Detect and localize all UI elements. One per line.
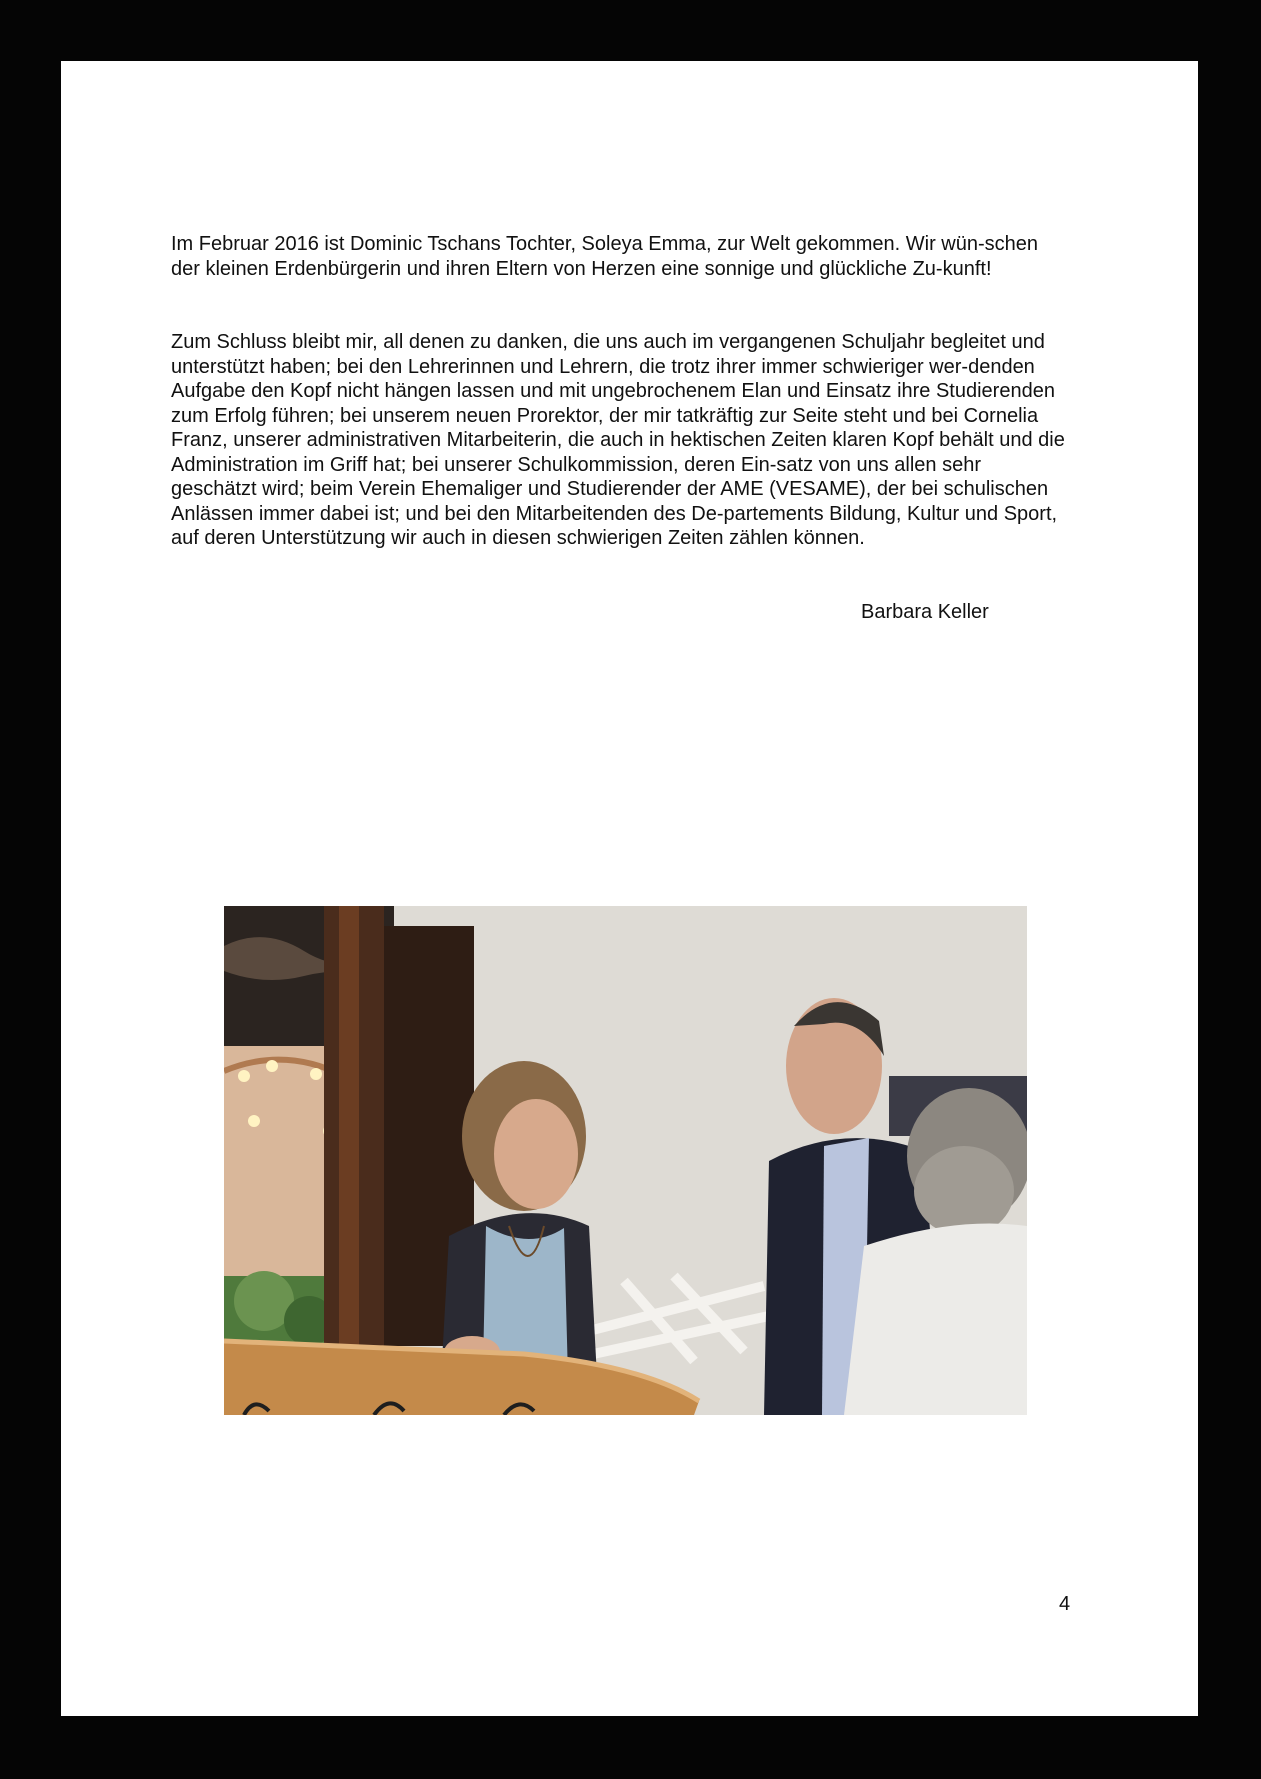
paragraph-birth-announcement: Im Februar 2016 ist Dominic Tschans Tochter, Soleya Emma, zur Welt gekommen. Wir wün-schen der kleinen Erdenbürgerin und ihren Eltern von Herzen eine sonnige und glückliche Zu-kunft!	[171, 233, 1039, 280]
paragraph-acknowledgements: Zum Schluss bleibt mir, all denen zu danken, die uns auch im vergangenen Schuljahr begleitet und unterstützt haben; bei den Lehrerinnen und Lehrern, die trotz ihrer immer schwieriger wer-denden Aufgabe den Kopf nicht hängen lassen und mit ungebrochenem Elan und Einsatz ihre Studierenden zum Erfolg führen; bei unserem neuen Prorektor, der mir tatkräftig zur Seite steht und bei Cornelia Franz, unserer administrativen Mitarbeiterin, die auch in hektischen Zeiten klaren Kopf behält und die Administration im Griff hat; bei unserer Schulkommission, deren Ein-satz von uns allen sehr geschätzt wird; beim Verein Ehemaliger und Studierender der AME (VESAME), der bei schulischen Anlässen immer dabei ist; und bei den Mitarbeitenden des De-partements Bildung, Kultur und Sport, auf deren Unterstützung wir auch in diesen schwierigen Zeiten zählen können.	[171, 331, 1065, 549]
event-photo	[224, 906, 1027, 1415]
document-page	[61, 61, 1198, 1716]
signature-name: Barbara Keller	[861, 601, 989, 623]
page-number: 4	[1059, 1593, 1071, 1615]
